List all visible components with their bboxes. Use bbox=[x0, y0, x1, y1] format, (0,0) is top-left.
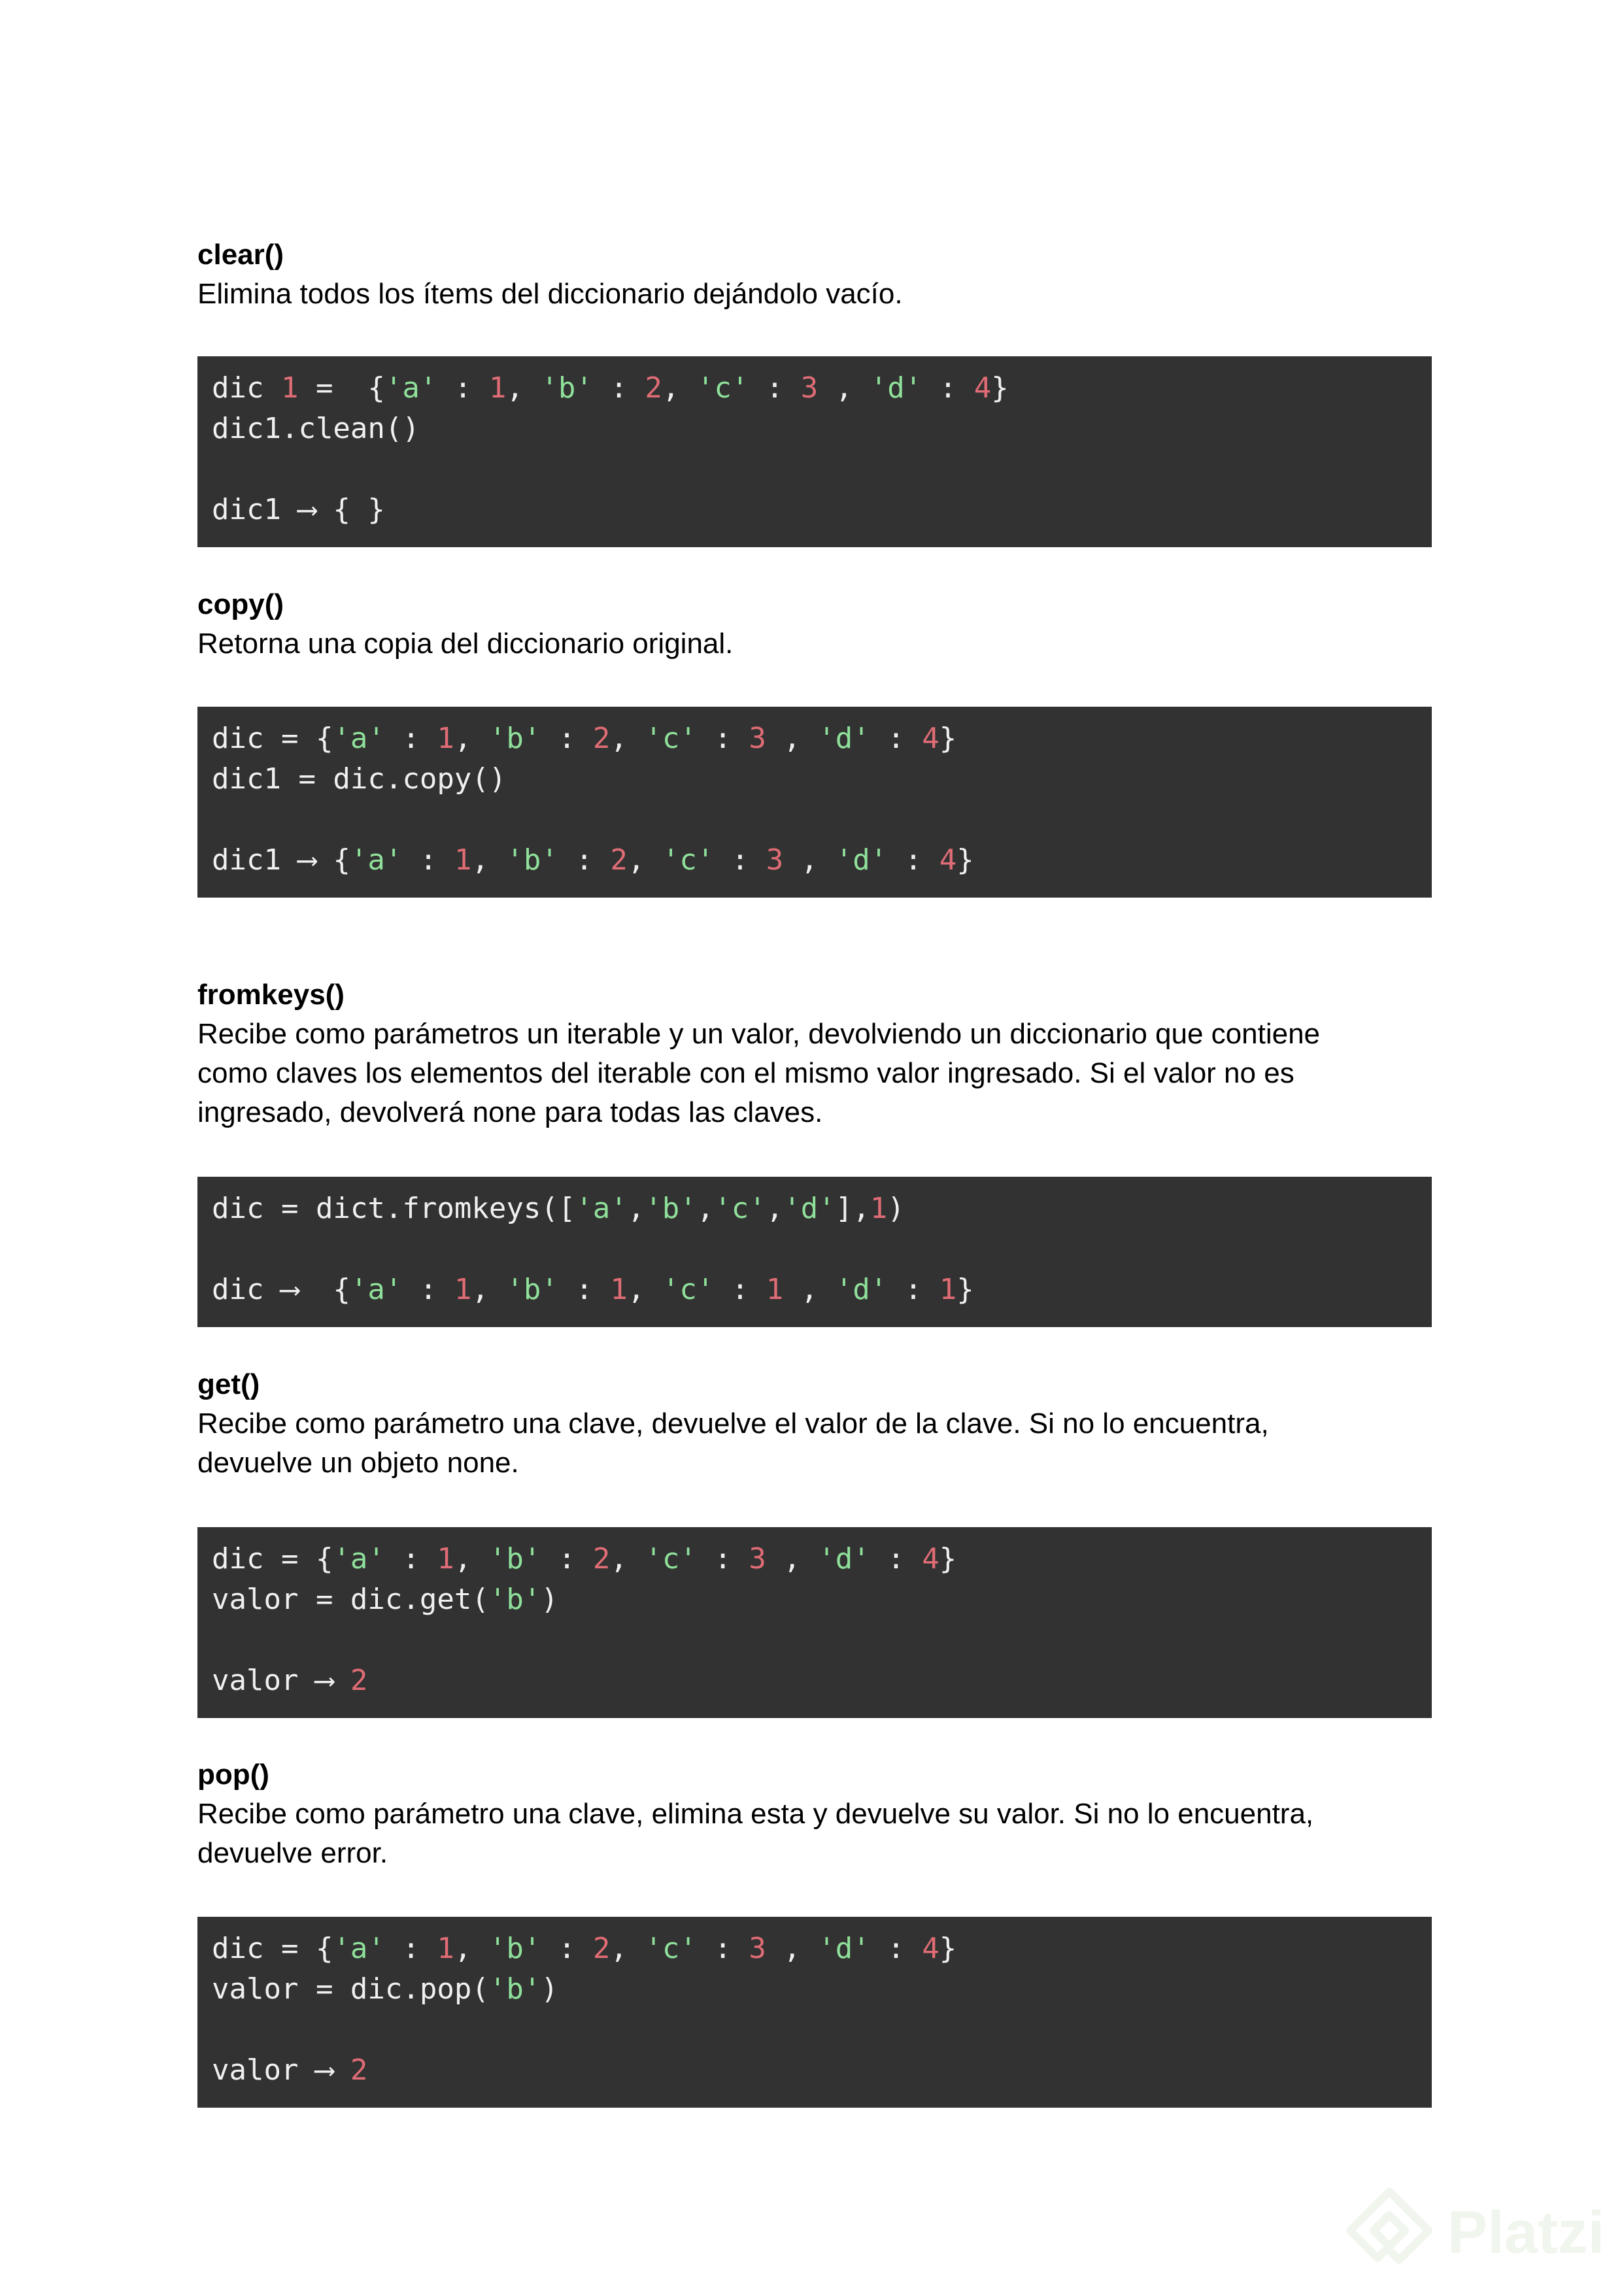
section-description: Recibe como parámetros un iterable y un valor, devolviendo un diccionario que contiene bbox=[197, 1018, 1321, 1050]
code-token: 4 bbox=[922, 1932, 939, 1965]
code-token: 'b' bbox=[645, 1192, 697, 1225]
code-token: : bbox=[714, 1273, 766, 1306]
code-line bbox=[212, 1661, 1432, 1701]
code-token: : bbox=[402, 1273, 454, 1306]
code-token: 4 bbox=[922, 722, 939, 755]
code-token: 'a' bbox=[333, 1542, 385, 1576]
code-token: 'd' bbox=[818, 722, 870, 755]
code-token: 2 bbox=[350, 1664, 368, 1697]
section-description: Recibe como parámetro una clave, elimina esta y devuelve su valor. Si no lo encuentra, bbox=[197, 1798, 1314, 1830]
code-token: : bbox=[922, 371, 974, 405]
code-token: , bbox=[610, 722, 645, 755]
section-fromkeys bbox=[197, 975, 1432, 1132]
code-token: , bbox=[471, 843, 507, 877]
code-line bbox=[212, 1969, 1432, 2010]
code-token: 1 bbox=[870, 1192, 888, 1225]
code-block-clear bbox=[197, 356, 1432, 547]
code-token: 1 bbox=[454, 843, 472, 877]
code-token: 'b' bbox=[488, 1542, 541, 1576]
section-description: devuelve error. bbox=[197, 1837, 388, 1869]
code-token: : bbox=[558, 843, 611, 877]
code-token: } bbox=[956, 1273, 974, 1306]
code-token: , bbox=[471, 1273, 507, 1306]
code-token: : bbox=[558, 1273, 611, 1306]
code-token: 2 bbox=[350, 2053, 368, 2087]
code-token: 3 bbox=[749, 722, 766, 755]
section-title: pop() bbox=[197, 1759, 269, 1791]
section-description: Elimina todos los ítems del diccionario dejándolo vacío. bbox=[197, 278, 903, 310]
section-title: clear() bbox=[197, 239, 284, 271]
code-token: 'c' bbox=[662, 1273, 715, 1306]
code-token: ) bbox=[541, 1972, 558, 2006]
section-copy bbox=[197, 585, 1432, 664]
code-token: , bbox=[766, 1542, 819, 1576]
code-token: , bbox=[610, 1932, 645, 1965]
code-token: : bbox=[592, 371, 645, 405]
code-token: , bbox=[696, 1192, 715, 1225]
code-token: 'd' bbox=[835, 1273, 888, 1306]
platzi-logo bbox=[1340, 2184, 1615, 2282]
code-block-get bbox=[197, 1527, 1432, 1718]
code-line bbox=[212, 368, 1432, 409]
code-token: 'a' bbox=[384, 371, 437, 405]
code-token: ) bbox=[887, 1192, 905, 1225]
code-token: 'a' bbox=[333, 722, 385, 755]
code-token: 4 bbox=[922, 1542, 939, 1576]
code-token: valor = dic.pop( bbox=[212, 1972, 489, 2006]
code-token: : bbox=[541, 722, 593, 755]
code-line bbox=[212, 1929, 1432, 1969]
platzi-logo-text: Platzi bbox=[1447, 2199, 1605, 2266]
section-title: copy() bbox=[197, 588, 284, 620]
code-token: 3 bbox=[749, 1542, 766, 1576]
code-token: : bbox=[749, 371, 801, 405]
code-token: : bbox=[696, 722, 749, 755]
code-token: 2 bbox=[592, 1932, 611, 1965]
code-token: 'c' bbox=[696, 371, 749, 405]
code-token: dic ⟶ { bbox=[212, 1273, 350, 1306]
code-token: 4 bbox=[939, 843, 957, 877]
code-token: dic = { bbox=[212, 1542, 333, 1576]
code-token: : bbox=[887, 843, 939, 877]
code-token: 'b' bbox=[506, 843, 558, 877]
code-line bbox=[212, 409, 1432, 449]
section-description: Retorna una copia del diccionario original. bbox=[197, 628, 734, 660]
section-get bbox=[197, 1365, 1432, 1483]
code-token: 1 bbox=[488, 371, 507, 405]
code-token: dic = { bbox=[212, 722, 333, 755]
code-token: : bbox=[437, 371, 489, 405]
code-line bbox=[212, 1229, 1432, 1270]
section-clear bbox=[197, 235, 1432, 314]
code-token: 2 bbox=[610, 843, 628, 877]
code-token: 'd' bbox=[835, 843, 888, 877]
code-token: , bbox=[454, 1932, 489, 1965]
code-line bbox=[212, 759, 1432, 800]
section-title: fromkeys() bbox=[197, 979, 345, 1011]
section-description: devuelve un objeto none. bbox=[197, 1447, 519, 1479]
code-token: } bbox=[991, 371, 1009, 405]
platzi-logo-icon bbox=[1340, 2184, 1438, 2282]
code-token: : bbox=[384, 1932, 437, 1965]
section-description: Recibe como parámetro una clave, devuelve el valor de la clave. Si no lo encuentra, bbox=[197, 1408, 1269, 1440]
code-token: 1 bbox=[437, 1932, 454, 1965]
section-description: como claves los elementos del iterable con el mismo valor ingresado. Si el valor no es bbox=[197, 1057, 1294, 1089]
code-block-copy bbox=[197, 707, 1432, 898]
code-token: dic1.clean() bbox=[212, 412, 420, 445]
code-token: : bbox=[541, 1932, 593, 1965]
code-token: 2 bbox=[592, 722, 611, 755]
code-token: : bbox=[714, 843, 766, 877]
code-token: 1 bbox=[437, 1542, 454, 1576]
code-token: dic1 ⟶ { bbox=[212, 843, 350, 877]
code-token: dic1 = dic.copy() bbox=[212, 762, 507, 796]
code-line bbox=[212, 718, 1432, 759]
code-token: } bbox=[939, 722, 957, 755]
code-token: 'd' bbox=[818, 1932, 870, 1965]
code-token: , bbox=[662, 371, 697, 405]
code-token: dic1 ⟶ { } bbox=[212, 493, 385, 526]
code-token: 'b' bbox=[488, 1972, 541, 2006]
code-token: , bbox=[627, 1273, 662, 1306]
code-token: dic = dict.fromkeys([ bbox=[212, 1192, 576, 1225]
code-token: 2 bbox=[645, 371, 662, 405]
code-token: 'c' bbox=[645, 1932, 697, 1965]
code-token: : bbox=[696, 1932, 749, 1965]
code-token: 'c' bbox=[645, 722, 697, 755]
code-token: 3 bbox=[766, 843, 784, 877]
code-token: = { bbox=[298, 371, 385, 405]
code-token: , bbox=[627, 843, 662, 877]
code-token: 'b' bbox=[488, 1583, 541, 1616]
code-token: : bbox=[384, 1542, 437, 1576]
code-token: } bbox=[939, 1932, 957, 1965]
code-token: 'b' bbox=[488, 1932, 541, 1965]
code-token: , bbox=[627, 1192, 645, 1225]
code-token: 'd' bbox=[870, 371, 922, 405]
code-token: 'b' bbox=[506, 1273, 558, 1306]
code-line bbox=[212, 1270, 1432, 1310]
code-block-fromkeys bbox=[197, 1177, 1432, 1327]
code-token: 1 bbox=[939, 1273, 957, 1306]
code-line bbox=[212, 1539, 1432, 1579]
code-token: } bbox=[939, 1542, 957, 1576]
code-token: 'a' bbox=[575, 1192, 628, 1225]
code-token: , bbox=[610, 1542, 645, 1576]
code-line bbox=[212, 840, 1432, 881]
section-pop bbox=[197, 1755, 1432, 1873]
code-token: 1 bbox=[454, 1273, 472, 1306]
section-description: ingresado, devolverá none para todas las claves. bbox=[197, 1096, 823, 1128]
code-token: , bbox=[506, 371, 541, 405]
code-token: : bbox=[541, 1542, 593, 1576]
code-token: 'd' bbox=[818, 1542, 870, 1576]
code-token: 'c' bbox=[662, 843, 715, 877]
code-token: ) bbox=[541, 1583, 558, 1616]
code-token: valor ⟶ bbox=[212, 1664, 350, 1697]
code-token: 'b' bbox=[488, 722, 541, 755]
code-token: : bbox=[870, 1932, 922, 1965]
code-token: 1 bbox=[610, 1273, 628, 1306]
code-token: , bbox=[766, 1192, 784, 1225]
code-token: : bbox=[887, 1273, 939, 1306]
code-token: 'a' bbox=[333, 1932, 385, 1965]
code-token: , bbox=[766, 722, 819, 755]
code-token: 2 bbox=[592, 1542, 611, 1576]
code-token: : bbox=[402, 843, 454, 877]
code-token: 1 bbox=[437, 722, 454, 755]
code-token: ], bbox=[835, 1192, 870, 1225]
code-token: 1 bbox=[766, 1273, 784, 1306]
code-token: 'd' bbox=[783, 1192, 836, 1225]
code-token: 1 bbox=[280, 371, 299, 405]
code-line bbox=[212, 449, 1432, 490]
code-token: , bbox=[766, 1932, 819, 1965]
code-token: : bbox=[384, 722, 437, 755]
code-token: valor ⟶ bbox=[212, 2053, 350, 2087]
code-token: 4 bbox=[973, 371, 992, 405]
code-line bbox=[212, 1189, 1432, 1229]
code-line bbox=[212, 800, 1432, 840]
code-token: : bbox=[696, 1542, 749, 1576]
code-line bbox=[212, 2050, 1432, 2091]
code-token: , bbox=[454, 1542, 489, 1576]
section-title: get() bbox=[197, 1368, 260, 1400]
code-token: , bbox=[818, 371, 870, 405]
code-line bbox=[212, 490, 1432, 530]
code-token: dic bbox=[212, 371, 281, 405]
code-token: dic = { bbox=[212, 1932, 333, 1965]
code-token: valor = dic.get( bbox=[212, 1583, 489, 1616]
code-token: 'b' bbox=[541, 371, 593, 405]
code-token: , bbox=[783, 1273, 836, 1306]
code-token: , bbox=[454, 722, 489, 755]
code-token: , bbox=[783, 843, 836, 877]
code-block-pop bbox=[197, 1917, 1432, 2108]
code-token: 3 bbox=[749, 1932, 766, 1965]
code-token: 3 bbox=[800, 371, 819, 405]
code-token: 'c' bbox=[714, 1192, 766, 1225]
code-token: 'a' bbox=[350, 843, 403, 877]
code-token: : bbox=[870, 1542, 922, 1576]
code-line bbox=[212, 2010, 1432, 2050]
code-line bbox=[212, 1620, 1432, 1661]
code-token: 'c' bbox=[645, 1542, 697, 1576]
code-token: : bbox=[870, 722, 922, 755]
code-token: } bbox=[956, 843, 974, 877]
code-token: 'a' bbox=[350, 1273, 403, 1306]
code-line bbox=[212, 1579, 1432, 1620]
